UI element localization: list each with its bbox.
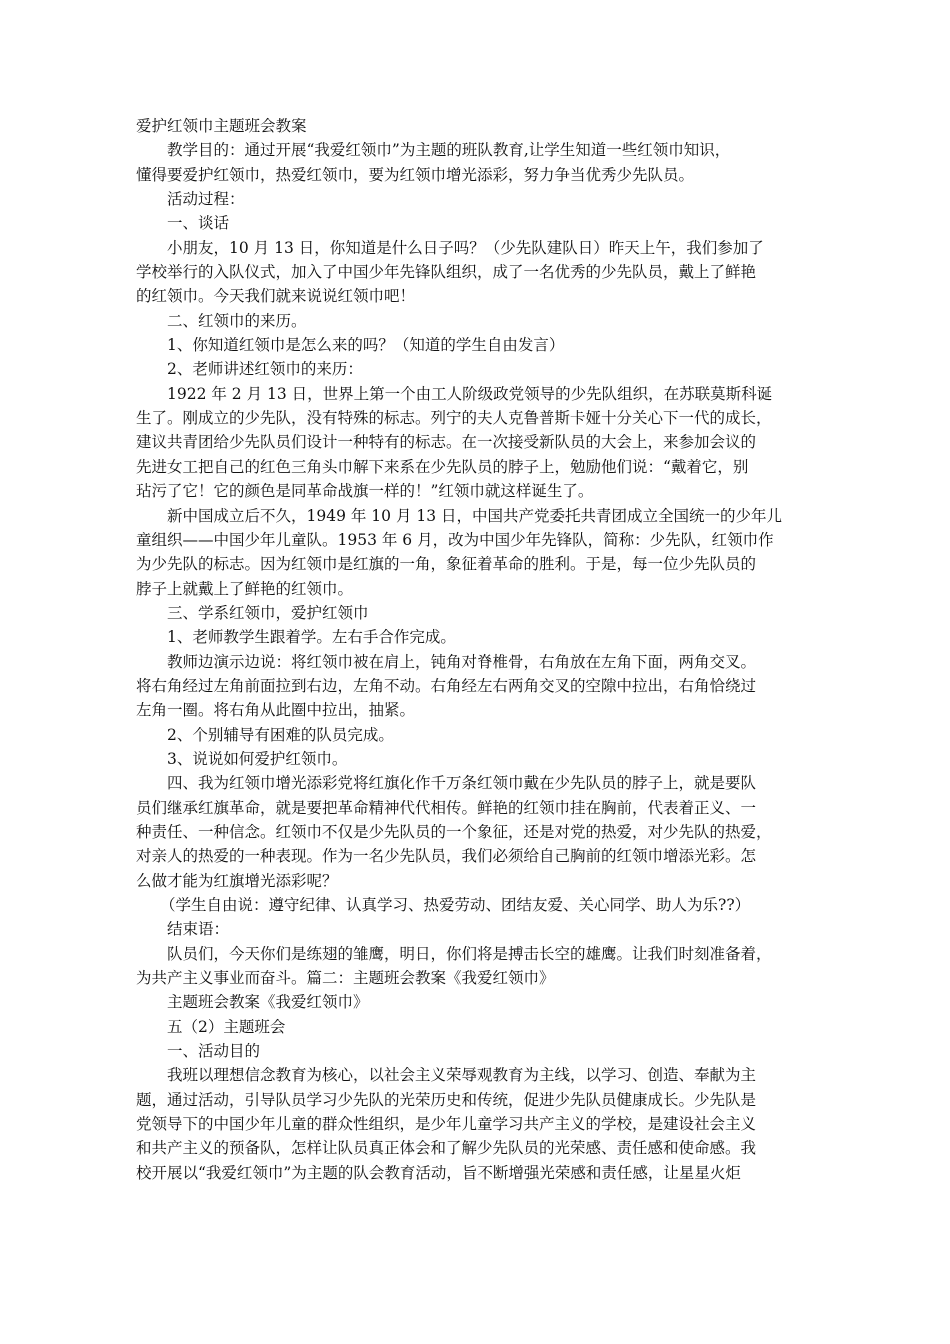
text-line: 结束语： (167, 920, 230, 939)
text-line: 小朋友，10 月 13 日，你知道是什么日子吗？（少先队建队日）昨天上午，我们参加了 (167, 238, 764, 257)
text-line: 为少先队的标志。因为红领巾是红旗的一角，象征着革命的胜利。于是，每一位少先队员的 (136, 555, 757, 574)
document-page (136, 114, 826, 1185)
text-line: 2、个别辅导有困难的队员完成。 (167, 725, 394, 744)
text-line: 一、谈话 (167, 214, 230, 233)
text-line: 左角一圈。将右角从此圈中拉出，抽紧。 (136, 701, 416, 720)
text-line: 教师边演示边说：将红领巾被在肩上，钝角对脊椎骨，右角放在左角下面，两角交叉。 (167, 652, 757, 671)
text-line: 生了。刚成立的少先队，没有特殊的标志。列宁的夫人克鲁普斯卡娅十分关心下一代的成长， (136, 409, 772, 428)
text-line: 我班以理想信念教育为核心，以社会主义荣辱观教育为主线，以学习、创造、奉献为主 (167, 1066, 757, 1085)
text-line: 学校举行的入队仪式，加入了中国少年先锋队组织，成了一名优秀的少先队员，戴上了鲜艳 (136, 263, 757, 282)
text-line: 童组织——中国少年儿童队。1953 年 6 月，改为中国少年先锋队，简称：少先队，红领巾作 (136, 530, 774, 549)
text-line: 先进女工把自己的红色三角头巾解下来系在少先队员的脖子上，勉励他们说：“戴着它，别 (136, 457, 749, 476)
text-line: 为共产主义事业而奋斗。篇二：主题班会教案《我爱红领巾》 (136, 969, 555, 988)
text-line: 将右角经过左角前面拉到右边，左角不动。右角经左右两角交叉的空隙中拉出，右角恰绕过 (136, 676, 757, 695)
text-line: 五（2）主题班会 (167, 1017, 286, 1036)
text-line: 建议共青团给少先队员们设计一种特有的标志。在一次接受新队员的大会上，来参加会议的 (136, 433, 757, 452)
text-line: 2、老师讲述红领巾的来历： (167, 360, 363, 379)
text-line: 1922 年 2 月 13 日，世界上第一个由工人阶级政党领导的少先队组织，在苏联莫斯科诞 (167, 384, 773, 403)
text-line: 队员们，今天你们是练翅的雏鹰，明日，你们将是搏击长空的雄鹰。让我们时刻准备着， (167, 944, 772, 963)
text-line: 一、活动目的 (167, 1042, 261, 1061)
text-line: 员们继承红旗革命，就是要把革命精神代代相传。鲜艳的红领巾挂在胸前，代表着正义、一 (136, 798, 757, 817)
text-line: 四、我为红领巾增光添彩党将红旗化作千万条红领巾戴在少先队员的脖子上，就是要队 (167, 774, 757, 793)
text-line: 主题班会教案《我爱红领巾》 (167, 993, 369, 1012)
document-title: 爱护红领巾主题班会教案 (136, 117, 307, 135)
text-line: 对亲人的热爱的一种表现。作为一名少先队员，我们必须给自己胸前的红领巾增添光彩。怎 (136, 847, 757, 866)
text-line: 三、学系红领巾，爱护红领巾 (167, 603, 369, 622)
text-line: 么做才能为红旗增光添彩呢？ (136, 871, 338, 890)
text-line: （学生自由说：遵守纪律、认真学习、热爱劳动、团结友爱、关心同学、助人为乐??） (160, 896, 751, 914)
text-line: 懂得要爱护红领巾，热爱红领巾，要为红领巾增光添彩，努力争当优秀少先队员。 (136, 165, 695, 184)
text-line: 3、说说如何爱护红领巾。 (167, 749, 348, 768)
text-line: 的红领巾。今天我们就来说说红领巾吧！ (136, 287, 416, 306)
text-line: 校开展以“我爱红领巾”为主题的队会教育活动，旨不断增强光荣感和责任感，让星星火炬 (136, 1163, 741, 1182)
text-line: 玷污了它！它的颜色是同革命战旗一样的！”红领巾就这样诞生了。 (136, 482, 594, 501)
text-line: 1、你知道红领巾是怎么来的吗？（知道的学生自由发言） (167, 336, 565, 355)
text-line: 1、老师教学生跟着学。左右手合作完成。 (167, 628, 456, 647)
text-line: 题，通过活动，引导队员学习少先队的光荣历史和传统，促进少先队员健康成长。少先队是 (136, 1090, 757, 1109)
text-line: 党领导下的中国少年儿童的群众性组织，是少年儿童学习共产主义的学校，是建设社会主义 (136, 1115, 757, 1134)
text-line: 和共产主义的预备队，怎样让队员真正体会和了解少先队员的光荣感、责任感和使命感。我 (136, 1139, 757, 1158)
text-line: 新中国成立后不久，1949 年 10 月 13 日，中国共产党委托共青团成立全国统一的少年儿 (167, 506, 783, 525)
text-line: 教学目的：通过开展“我爱红领巾”为主题的班队教育,让学生知道一些红领巾知识， (167, 141, 731, 160)
text-line: 种责任、一种信念。红领巾不仅是少先队员的一个象征，还是对党的热爱，对少先队的热爱， (136, 822, 772, 841)
text-line: 脖子上就戴上了鲜艳的红领巾。 (136, 579, 354, 598)
text-line: 二、红领巾的来历。 (167, 311, 307, 330)
text-line: 活动过程： (167, 190, 245, 209)
